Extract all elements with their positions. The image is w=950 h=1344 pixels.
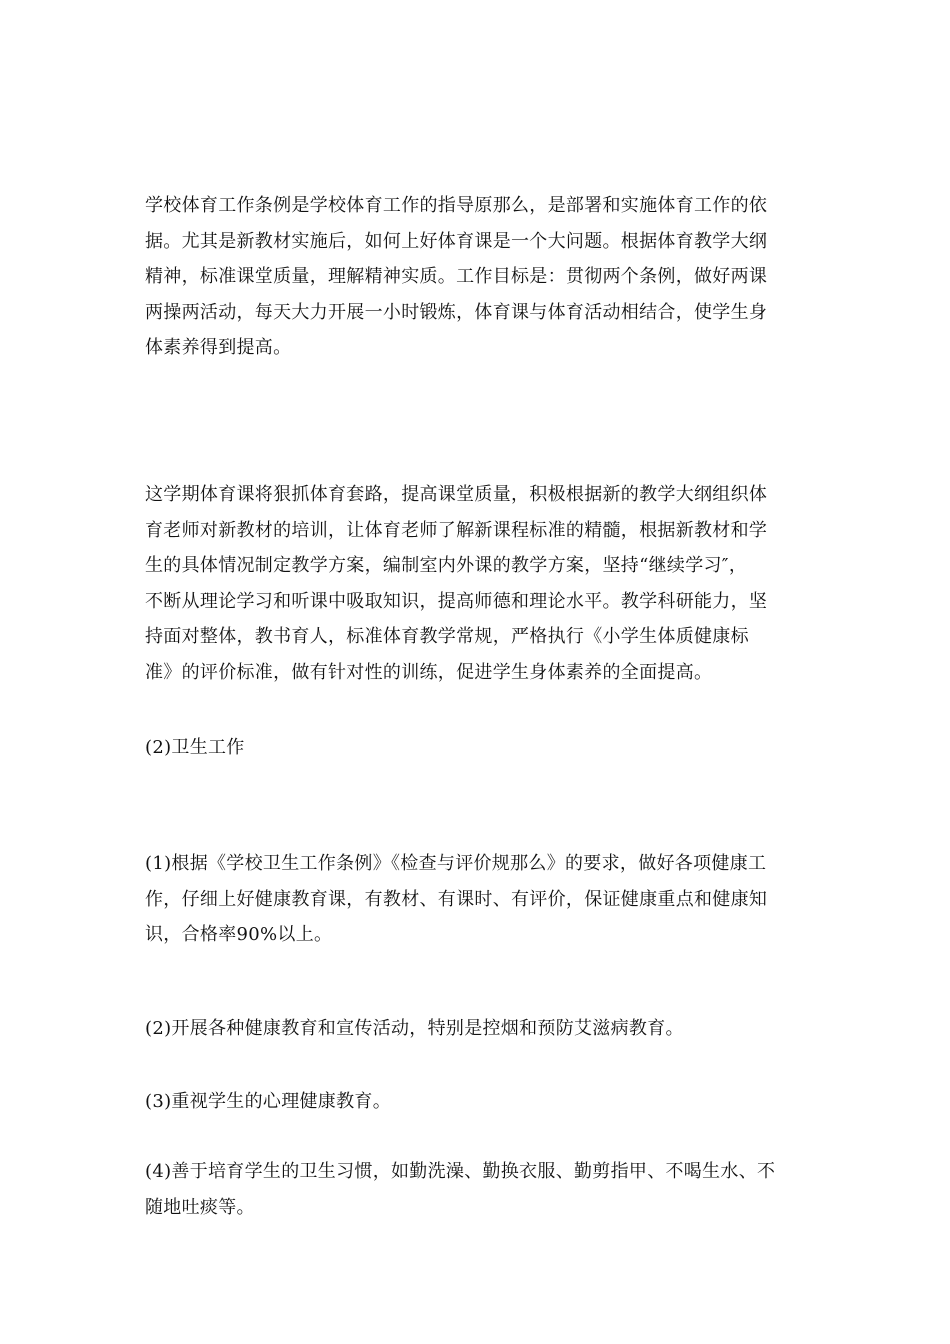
paragraph-pe-regulations: 学校体育工作条例是学校体育工作的指导原那么，是部署和实施体育工作的依 据。尤其是新教材实施后，如何上好体育课是一个大问题。根据体育教学大纲 精神，标准课堂质量，理解精神实质。工作目标是：贯彻两个条例，做好两课 两操两活动，每天大力开展一小时锻炼，体育课与体育活动相结合，使学生身 体素养得到提高。 bbox=[145, 195, 768, 358]
paragraph-pe-teaching-plan: 这学期体育课将狠抓体育套路，提高课堂质量，积极根据新的教学大纲组织体 育老师对新教材的培训，让体育老师了解新课程标准的精髓，根据新教材和学 生的具体情况制定教学方案，编制室内外课的教学方案，坚持“继续学习″， 不断从理论学习和听课中吸取知识，提高师德和理论水平。教学科研能力，坚 持面对整体，教书育人，标准体育教学常规，严格执行《小学生体质健康标 准》的评价标准，做有针对性的训练，促进学生身体素养的全面提高。 bbox=[145, 484, 768, 683]
section-heading-health-work: (2)卫生工作 bbox=[145, 737, 245, 758]
list-item-hygiene-habits: (4)善于培育学生的卫生习惯，如勤洗澡、勤换衣服、勤剪指甲、不喝生水、不 随地吐痰等。 bbox=[145, 1161, 776, 1218]
list-item-health-campaigns: (2)开展各种健康教育和宣传活动，特别是控烟和预防艾滋病教育。 bbox=[145, 1018, 684, 1039]
list-item-mental-health: (3)重视学生的心理健康教育。 bbox=[145, 1091, 391, 1112]
list-item-health-education: (1)根据《学校卫生工作条例》《检查与评价规那么》的要求，做好各项健康工 作，仔细上好健康教育课，有教材、有课时、有评价，保证健康重点和健康知 识，合格率90%以上。 bbox=[145, 853, 768, 945]
